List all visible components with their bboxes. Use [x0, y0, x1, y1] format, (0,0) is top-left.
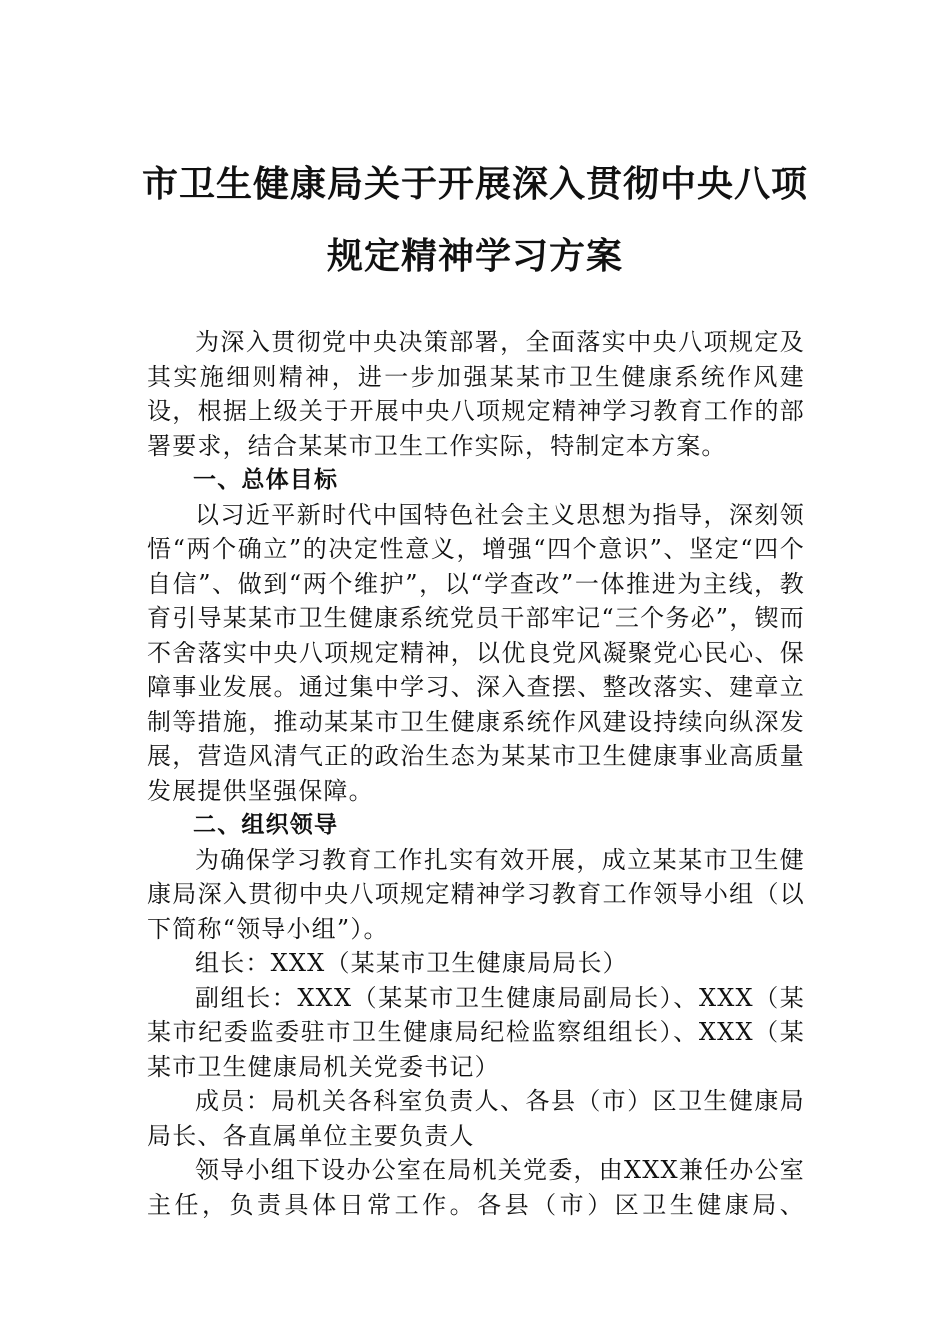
intro-paragraph: 为深入贯彻党中央决策部署，全面落实中央八项规定及其实施细则精神，进一步加强某某市卫生健康系统作风建设，根据上级关于开展中央八项规定精神学习教育工作的部署要求，结合某某市卫生工作实际，特制定本方案。	[147, 328, 805, 460]
section-heading-leadership: 二、组织领导	[193, 812, 339, 838]
leadership-paragraph: 为确保学习教育工作扎实有效开展，成立某某市卫生健康局深入贯彻中央八项规定精神学习教育工作领导小组（以下简称“领导小组”）。	[147, 845, 805, 943]
members-paragraph: 成员：局机关各科室负责人、各县（市）区卫生健康局局长、各直属单位主要负责人	[147, 1087, 805, 1150]
document-title-line-2: 规定精神学习方案	[326, 236, 623, 277]
office-paragraph: 领导小组下设办公室在局机关党委，由XXX兼任办公室主任，负责具体日常工作。各县（市）区卫生健康局、	[147, 1156, 805, 1219]
goals-paragraph: 以习近平新时代中国特色社会主义思想为指导，深刻领悟“两个确立”的决定性意义，增强“四个意识”、坚定“四个自信”、做到“两个维护”，以“学查改”一体推进为主线，教育引导某某市卫生健康系统党员干部牢记“三个务必”，锲而不舍落实中央八项规定精神，以优良党风凝聚党心民心、保障事业发展。通过集中学习、深入查摆、整改落实、建章立制等措施，推动某某市卫生健康系统作风建设持续向纵深发展，营造风清气正的政治生态为某某市卫生健康事业高质量发展提供坚强保障。	[147, 500, 805, 805]
group-leader-paragraph: 组长：XXX（某某市卫生健康局局长）	[195, 949, 628, 977]
document-body	[147, 325, 805, 1222]
section-heading-goals: 一、总体目标	[193, 467, 339, 493]
document-title-line-1: 市卫生健康局关于开展深入贯彻中央八项	[141, 164, 808, 205]
deputy-leader-paragraph: 副组长：XXX（某某市卫生健康局副局长）、XXX（某某市纪委监委驻市卫生健康局纪检监察组组长）、XXX（某某市卫生健康局机关党委书记）	[147, 983, 805, 1081]
